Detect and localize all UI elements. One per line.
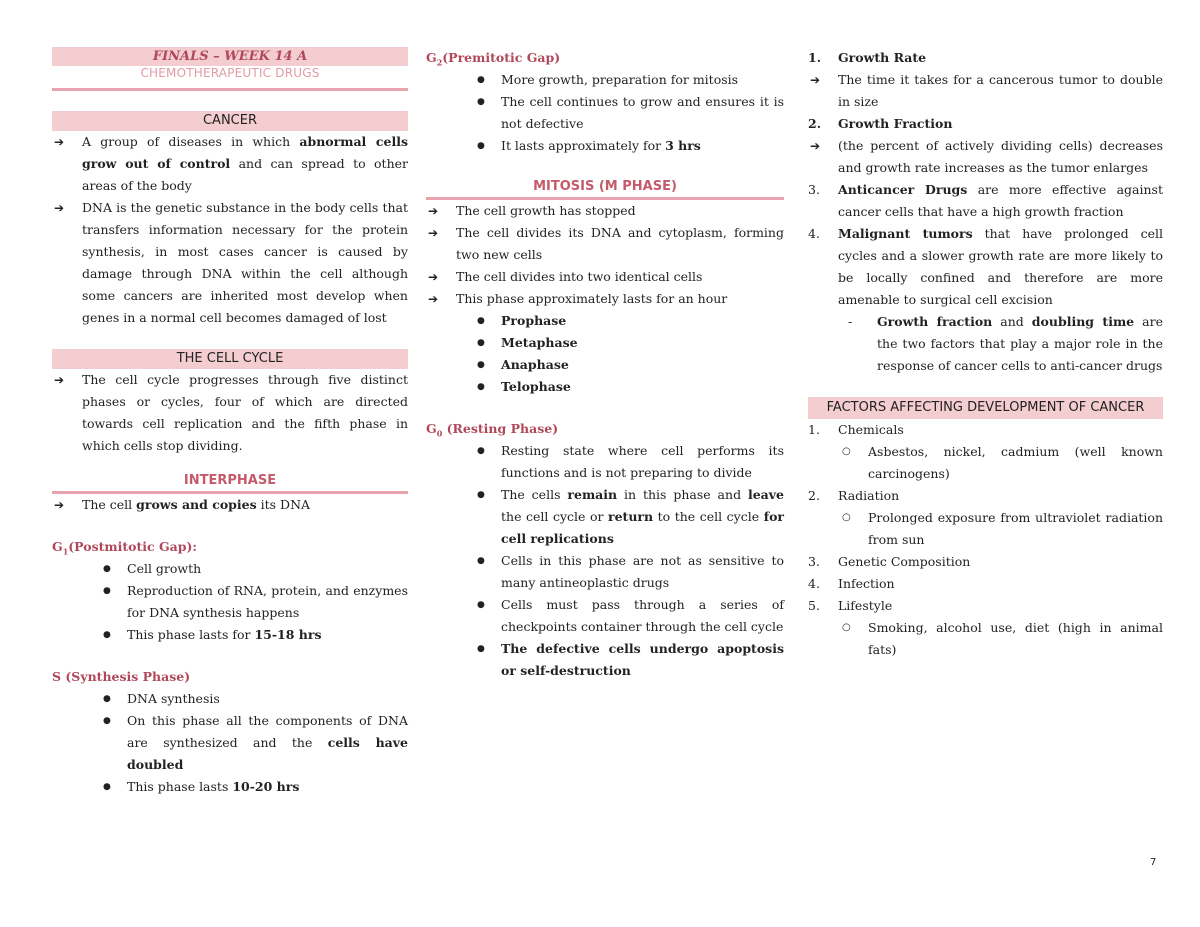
list-item: ○ Prolonged exposure from ultraviolet radiation from sun: [808, 507, 1163, 551]
list-item: ● Telophase: [426, 376, 784, 398]
mitosis-phases-list: [426, 310, 784, 398]
growth-list-3: [808, 179, 1163, 311]
list-item: 5. Lifestyle: [808, 598, 893, 613]
growth-list-2: [808, 113, 1163, 135]
list-item: 4. Infection: [808, 576, 895, 591]
list-item: ● Cells must pass through a series of checkpoints container through the cell cycle: [426, 594, 784, 638]
growth-note-list: [808, 311, 1163, 377]
g1-heading: $G_1(Postmitotic$ Gap):: [52, 539, 198, 557]
list-item: 2. Radiation: [808, 488, 900, 503]
factors-list-2: [808, 485, 1163, 507]
list-item: ➔ This phase approximately lasts for an hour: [426, 288, 784, 310]
section-heading-factors: FACTORS AFFECTING DEVELOPMENT OF CANCER: [808, 397, 1163, 419]
g2-heading: $G_2(Premitotic$ Gap): [426, 50, 561, 68]
s-phase-list: [52, 688, 408, 798]
list-item: ● More growth, preparation for mitosis: [426, 69, 784, 91]
list-item: ➔ A group of diseases in which abnormal cells grow out of control and can spread to other areas of the body: [52, 131, 408, 197]
list-item: ● This phase lasts 10-20 hrs: [52, 776, 408, 798]
g0-list: [426, 440, 784, 682]
cancer-list: [52, 131, 408, 329]
cell-cycle-list: [52, 369, 408, 457]
section-heading-interphase: INTERPHASE: [183, 473, 277, 488]
list-item: ➔ The time it takes for a cancerous tumor to double in size: [808, 69, 1163, 113]
list-item: ● Anaphase: [426, 354, 784, 376]
list-item: ● Cell growth: [52, 558, 408, 580]
list-item: 3. Genetic Composition: [808, 554, 971, 569]
factors-sub-5: [808, 617, 1163, 661]
factors-list: [808, 419, 1163, 441]
list-item: ● Prophase: [426, 310, 784, 332]
g1-list: [52, 558, 408, 646]
list-item: 3. Anticancer Drugs are more effective against cancer cells that have a high growth fraction: [808, 182, 1163, 219]
list-item: ○ Asbestos, nickel, cadmium (well known carcinogens): [808, 441, 1163, 485]
list-item: ● Reproduction of RNA, protein, and enzymes for DNA synthesis happens: [52, 580, 408, 624]
g2-list: [426, 69, 784, 157]
page-title: FINALS – WEEK 14 A: [52, 47, 408, 66]
g0-heading: $G_0$ (Resting Phase): [426, 421, 559, 439]
list-item: ● On this phase all the components of DNA are synthesized and the cells have doubled: [52, 710, 408, 776]
list-item: ● It lasts approximately for 3 hrs: [426, 135, 784, 157]
column-1: [52, 47, 408, 798]
list-item: ➔ The cell grows and copies its DNA: [52, 494, 408, 516]
list-item: ➔ DNA is the genetic substance in the body cells that transfers information necessary for the protein synthesis, in most cases cancer is caused by damage through DNA within the cell although some cancers are inherited most develop when genes in a normal cell becomes damaged of lost: [52, 197, 408, 329]
list-item: 1. Growth Rate: [808, 50, 927, 65]
column-3: [808, 47, 1163, 661]
list-item: 1. Chemicals: [808, 422, 904, 437]
section-heading-cancer: CANCER: [52, 111, 408, 131]
list-item: ○ Smoking, alcohol use, diet (high in animal fats): [808, 617, 1163, 661]
section-heading-mitosis: MITOSIS (M PHASE): [533, 179, 677, 194]
list-item: ● Metaphase: [426, 332, 784, 354]
list-item: ● The defective cells undergo apoptosis or self-destruction: [426, 638, 784, 682]
list-item: ● The cell continues to grow and ensures it is not defective: [426, 91, 784, 135]
list-item: ● Resting state where cell performs its functions and is not preparing to divide: [426, 440, 784, 484]
list-item: ● Cells in this phase are not as sensitive to many antineoplastic drugs: [426, 550, 784, 594]
page-number: 7: [1150, 857, 1157, 868]
list-item: ➔ The cell divides its DNA and cytoplasm, forming two new cells: [426, 222, 784, 266]
column-2: [426, 47, 784, 682]
list-item: ➔ The cell cycle progresses through five distinct phases or cycles, four of which are directed towards cell replication and the fifth phase in which cells stop dividing.: [52, 369, 408, 457]
list-item: ➔ The cell growth has stopped: [426, 200, 784, 222]
list-item: ● DNA synthesis: [52, 688, 408, 710]
list-item: 2. Growth Fraction: [808, 116, 953, 131]
factors-sub-2: [808, 507, 1163, 551]
list-item: ➔ The cell divides into two identical cells: [426, 266, 784, 288]
factors-sub-1: [808, 441, 1163, 485]
growth-list: [808, 47, 1163, 69]
interphase-list: [52, 494, 408, 516]
list-item: ➔ (the percent of actively dividing cells) decreases and growth rate increases as the tumor enlarges: [808, 135, 1163, 179]
page-subtitle: CHEMOTHERAPEUTIC DRUGS: [140, 66, 320, 80]
growth-rate-detail: [808, 69, 1163, 113]
list-item: 4. Malignant tumors that have prolonged cell cycles and a slower growth rate are more likely to be locally confined and therefore are more amenable to surgical cell excision: [808, 226, 1164, 307]
factors-list-3: [808, 551, 1163, 617]
growth-fraction-detail: [808, 135, 1163, 179]
list-item: - Growth fraction and doubling time are the two factors that play a major role in the response of cancer cells to anti-cancer drugs: [808, 311, 1163, 377]
mitosis-list: [426, 200, 784, 310]
section-heading-cell-cycle: THE CELL CYCLE: [52, 349, 408, 369]
list-item: ● The cells remain in this phase and leave the cell cycle or return to the cell cycle for cell replications: [426, 484, 784, 550]
list-item: ● This phase lasts for 15-18 hrs: [52, 624, 408, 646]
s-phase-heading: S (Synthesis Phase): [52, 669, 191, 684]
